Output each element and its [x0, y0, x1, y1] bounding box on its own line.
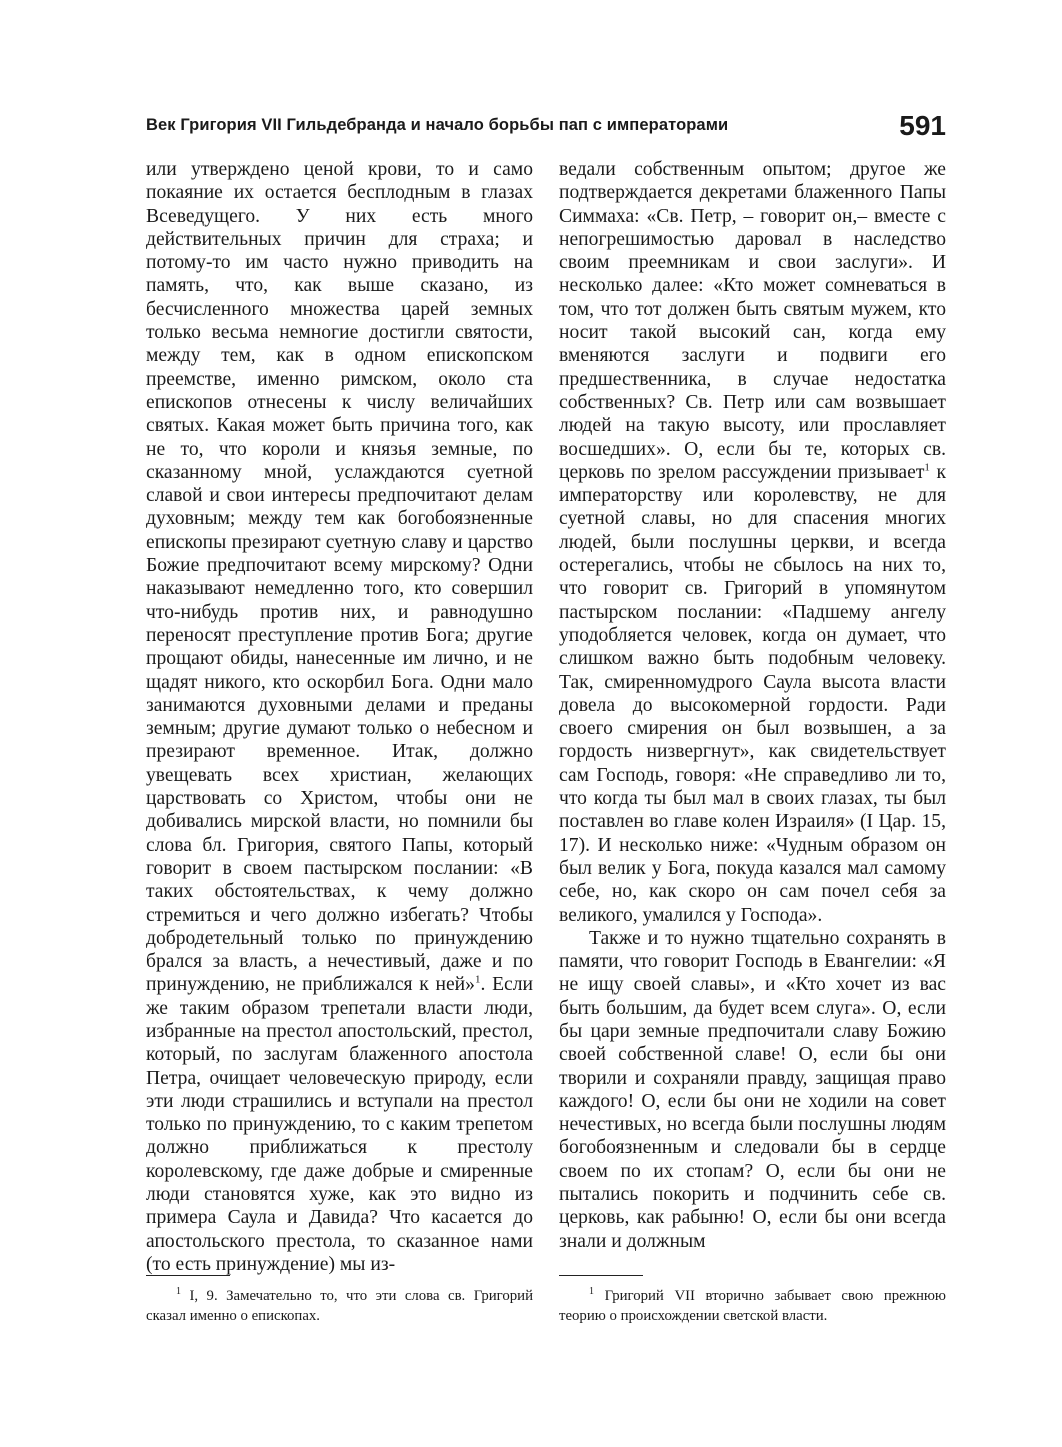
footnote-divider — [559, 1275, 643, 1276]
footnote-right — [559, 1287, 946, 1326]
right-paragraph-2: Также и то нужно тщательно сохранять в памяти, что говорит Господь в Евангелии: «Я не ищу своей славы», и «Кто хочет из вас быть большим, да будет всем слуга». О, если бы цари земные предпочитали славу Божию своей собственной славе! О, если бы они творили и сохраняли правду, защищая право каждого! О, если бы они не ходили на совет нечестивых, но всегда были послушны людям богобоязненным и следовали бы в сердце своем по их стопам? О, если бы они не пытались покорить и подчинить себе св. церковь, как рабыню! О, если бы они всегда знали и должным — [559, 927, 946, 1252]
running-title: Век Григория VII Гильдебранда и начало борьбы пап с императорами — [146, 116, 729, 134]
footnote-text: Григорий VII вторично забывает свою прежнюю теорию о происхождении светской власти. — [559, 1288, 946, 1324]
left-paragraph-1 — [146, 158, 533, 1276]
right-paragraph-1 — [559, 158, 946, 927]
footnote-divider — [146, 1275, 230, 1276]
left-column — [146, 158, 533, 1276]
footnote-marker: 1 — [589, 1286, 594, 1298]
page-number: 591 — [899, 110, 946, 141]
running-header — [146, 110, 946, 150]
footnote-reference[interactable]: 1 — [474, 973, 481, 986]
right-column — [559, 158, 946, 1253]
right-paragraph-1-text-b: к императорству или королевству, не для суетной славы, но для спасения многих людей, были послушны церкви, и всегда остерегались, чтобы не сбылось на них то, что говорит св. Григорий в упомянутом пастырском послании: «Падшему ангелу уподобляется человек, когда он думает, что слишком важно быть подобным человеку. Так, смиренномудрого Саула высота власти довела до высокомерной гордости. Ради своего смирения он был возвышен, а за гордость низвергнут», как свидетельствует сам Господь, говоря: «Не справедливо ли то, что когда ты был мал в своих глазах, ты был поставлен во главе колен Израиля» (I Цар. 15, 17). И несколько ниже: «Чудным образом он был велик у Бога, покуда казался мал самому себе, но, как скоро он сам почел себя за великого, умалился у Господа». — [559, 461, 946, 926]
right-paragraph-1-text-a: ведали собственным опытом; другое же подтверждается декретами блаженного Папы Симмаха: «Св. Петр, – говорит он,– вместе с непогрешимостью даровал в наследство своим преемникам и свои заслуги». И несколько далее: «Кто может сомневаться в том, что тот должен быть святым мужем, кто носит такой высокий сан, когда ему вменяются заслуги и подвиги его предшественника, в случае недостатка собственных? Св. Петр или сам возвышает людей на такую высоту, или прославляет восшедших». О, если бы те, которых св. церковь по зрелом рассуждении призывает — [559, 159, 946, 483]
footnote-reference[interactable]: 1 — [924, 461, 930, 474]
left-paragraph-1-text-a: или утверждено ценой крови, то и само покаяние их остается бесплодным в глазах Всеведущего. У них есть много действительных причин для страха; и потому-то им часто нужно приводить на память, что, как выше сказано, из бесчисленного множества царей земных только весьма немногие достигли святости, между тем, как в одном епископском преемстве, именно римском, около ста епископов отнесены к числу величайших святых. Какая может быть причина того, как не то, что короли и князья земные, по сказанному мной, услаждаются суетной славой и свои интересы предпочитают делам духовным; между тем как богобоязненные епископы презирают суетную славу и царство Божие предпочитают всему мирскому? Одни наказывают немедленно того, кто совершил что-нибудь против них, и равнодушно переносят преступление против Бога; другие прощают обиды, нанесенные им лично, и не щадят никого, кто оскорбил Бога. Одни мало занимаются духовными делами и преданы земным; другие думают только о небесном и презирают временное. Итак, должно увещевать всех христиан, желающих царствовать со Христом, чтобы они не добивались мирской власти, но помнили бы слова бл. Григория, святого Папы, который говорит в своем пастырском послании: «В таких обстоятельствах, к чему должно стремиться и чего должно избегать? Чтобы добродетельный только по принуждению брался за власть, а нечестивый, даже и по принуждению, не приближался к ней» — [146, 159, 533, 996]
left-paragraph-1-text-b: . Если же таким образом трепетали власти люди, избранные на престол апостольский, престол, который, по заслугам блаженного апостола Петра, очищает человеческую природу, если эти люди страшились и вступали на престол только по принуждению, то с каким трепетом должно приближаться к престолу королевскому, где даже добрые и смиренные люди становятся хуже, как это видно из примера Саула и Давида? Что касается до апостольского престола, то сказанное нами (то есть принуждение) мы из- — [146, 974, 533, 1275]
footnote-left — [146, 1287, 533, 1326]
footnote-marker: 1 — [176, 1286, 181, 1298]
footnote-text: I, 9. Замечательно то, что эти слова св. Григорий сказал именно о епископах. — [146, 1288, 533, 1324]
